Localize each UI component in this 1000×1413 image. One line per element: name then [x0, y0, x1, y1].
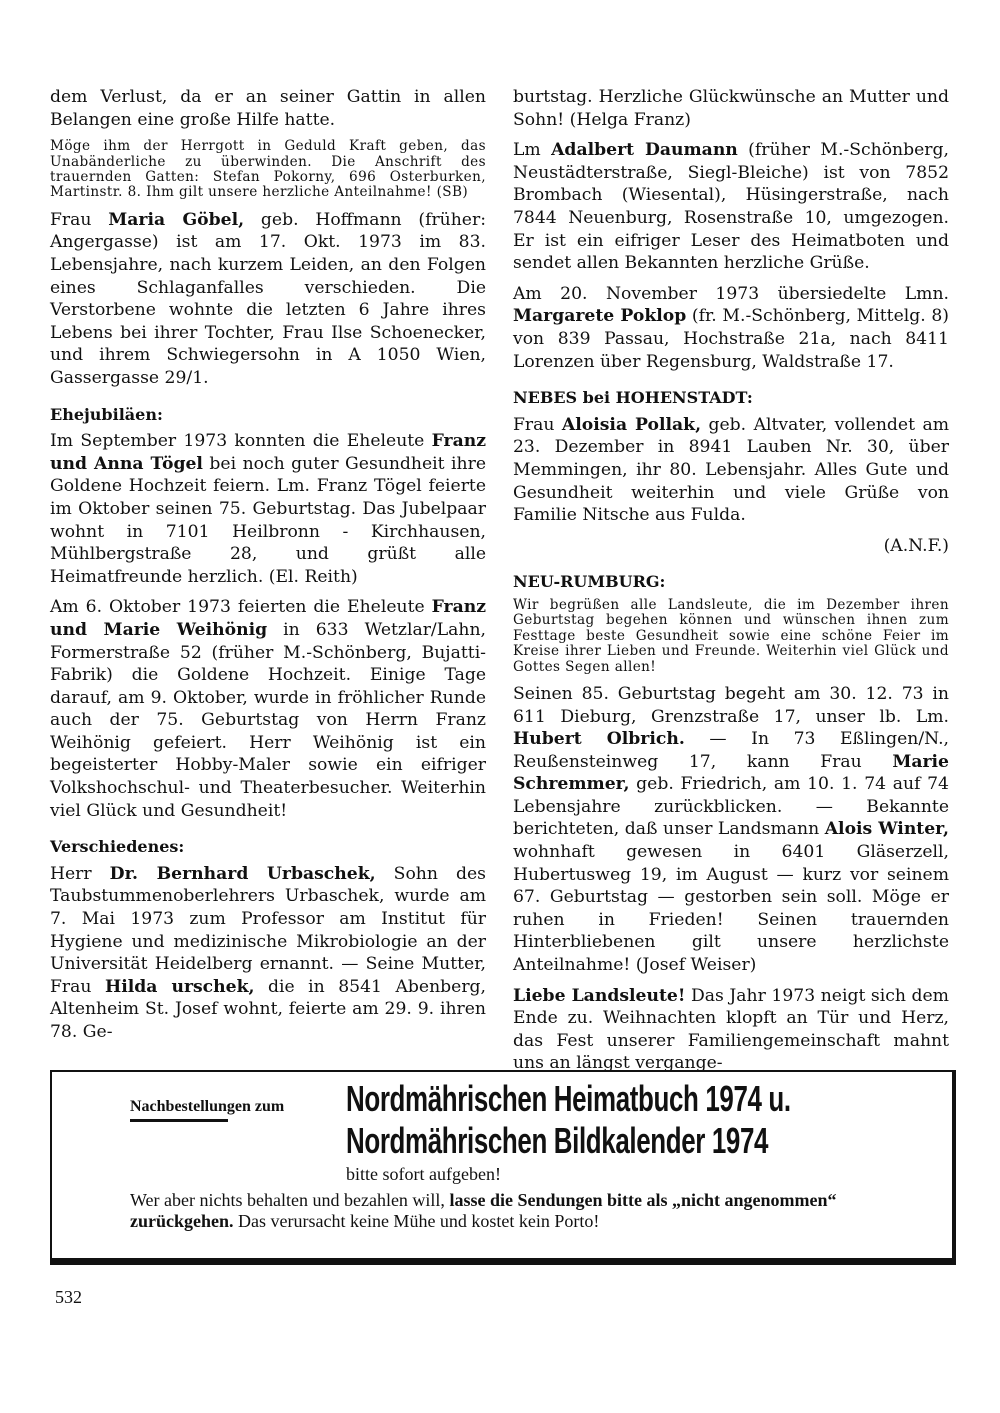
text-run: Möge ihm der Herrgott in Geduld Kraft geben, das Unabänderliche zu überwinden. Die Anschrift des trauernden Gatten: Stefan Pokorny, 696 Osterburken, Martinstr. 8. Ihm gilt unsere herzliche Anteilnahme! (SB) [50, 138, 486, 201]
bold-text: Alois Winter, [824, 819, 949, 840]
bold-text: Adalbert Daumann [551, 140, 738, 161]
paragraph [513, 535, 949, 558]
text-run: Lm [513, 140, 552, 161]
text-run: Im September 1973 konnten die Eheleute [50, 431, 432, 452]
right-column [513, 86, 949, 1083]
text-run: Frau [513, 414, 562, 435]
paragraph [50, 863, 486, 1044]
paragraph [513, 283, 949, 373]
small-print-paragraph [513, 598, 949, 675]
section-heading [50, 404, 486, 427]
bold-text: Liebe Landsleute! [513, 985, 686, 1006]
ad-title-line-2: Nordmährischen Bildkalender 1974 [346, 1120, 769, 1161]
paragraph [50, 209, 486, 390]
paragraph [513, 86, 949, 131]
ad-title-line-1: Nordmährischen Heimatbuch 1974 u. [346, 1078, 791, 1119]
paragraph [513, 985, 949, 1075]
text-run: (fr. M.-Schönberg, Mittelg. 8) von 839 Passau, Hochstraße 21a, nach 8411 Lorenzen über Regensburg, Waldstraße 17. [513, 306, 949, 372]
paragraph [50, 86, 486, 131]
text-run: Am 20. November 1973 übersiedelte Lmn. [513, 283, 949, 304]
text-run: Verschiedenes: [50, 837, 185, 857]
text-run: Sohn des Taubstummenoberlehrers Urbaschek, wurde am 7. Mai 1973 zum Professor am Institut für Hygiene und medizinische Mikrobiologie an der Universität Heidelberg ernannt. — Seine Mutter, Frau [50, 863, 487, 997]
bold-text: Maria Göbel, [108, 209, 245, 230]
bold-text: Dr. Bernhard Urbaschek, [109, 863, 376, 884]
paragraph [513, 139, 949, 275]
paragraph [513, 683, 949, 977]
text-run: wohnhaft gewesen in 6401 Gläserzell, Hubertusweg 19, im August — kurz vor seinem 67. Geburtstag — gestorben sein soll. Möge er ruhen in Frieden! Seinen trauernden Hinterbliebenen gilt unsere herzlichste Anteilnahme! (Josef Weiser) [513, 842, 949, 976]
section-heading [50, 836, 486, 859]
ad-subtitle: bitte sofort aufgeben! [346, 1164, 501, 1184]
ad-body [130, 1190, 890, 1232]
advertisement-box [50, 1070, 956, 1265]
bold-text: Hilda urschek, [104, 976, 255, 997]
text-run: Seinen 85. Geburtstag begeht am 30. 12. 73 in 611 Dieburg, Grenzstraße 17, unser lb. Lm. [513, 683, 949, 727]
text-run: (früher M.-Schönberg, Neustädterstraße, Siegl-Bleiche) ist von 7852 Brombach (Wiesental), Hüsingerstraße, nach 7844 Neuenburg, Rosenstraße 10, umgezogen. Er ist ein eifriger Leser des Heimatboten und sendet allen Bekannten herzliche Grüße. [513, 140, 949, 274]
paragraph [50, 596, 486, 822]
text-run: Das verursacht keine Mühe und kostet kein Porto! [233, 1211, 600, 1231]
paragraph [50, 430, 486, 588]
bold-text: Franz und Anna Tögel [50, 431, 486, 474]
text-run: — In 73 Eßlingen/N., Reußensteinweg 17, kann Frau [513, 729, 950, 772]
text-run: in 633 Wetzlar/Lahn, Formerstraße 52 (früher M.-Schönberg, Bujatti-Fabrik) die Goldene Hochzeit. Einige Tage darauf, am 9. Oktober, wurde in fröhlicher Runde auch der 75. Geburtstag von Herrn Franz Weihönig gefeiert. Herr Weihönig ist ein begeisterter Hobby-Maler sowie ein eifriger Volkshochschul- und Theaterbesucher. Weiterhin viel Glück und Gesundheit! [50, 619, 486, 821]
text-run: Frau [50, 209, 109, 230]
text-run: (A.N.F.) [883, 535, 949, 556]
text-run: Am 6. Oktober 1973 feierten die Eheleute [50, 597, 432, 618]
text-run: NEBES bei HOHENSTADT: [513, 388, 753, 408]
ad-prefix: Nachbestellungen zum [130, 1098, 285, 1115]
text-run: die in 8541 Abenberg, Altenheim St. Josef wohnt, feierte am 29. 9. ihren 78. Ge- [50, 976, 486, 1042]
page-number: 532 [55, 1287, 82, 1307]
text-run: Wir begrüßen alle Landsleute, die im Dezember ihren Geburtstag begehen können und wünschen ihnen zum Festtage beste Gesundheit sowie eine schöne Feier im Kreise ihrer Lieben und Freunde. Weiterhin viel Glück und Gottes Segen allen! [513, 596, 949, 675]
bold-text: Aloisia Pollak, [561, 414, 702, 435]
text-run: Herr [50, 863, 110, 884]
text-run: burtstag. Herzliche Glückwünsche an Mutter und Sohn! (Helga Franz) [513, 87, 949, 130]
text-run: Ehejubiläen: [50, 404, 163, 424]
bold-text: Franz und Marie Weihönig [50, 597, 486, 640]
bold-text: Hubert Olbrich. [513, 729, 685, 750]
text-run: bei noch guter Gesundheit ihre Goldene Hochzeit feiern. Lm. Franz Tögel feierte im Oktober seinen 75. Geburtstag. Das Jubelpaar wohnt in 7101 Heilbronn - Kirchhausen, Mühlbergstraße 28, und grüßt alle Heimatfreunde herzlich. (El. Reith) [50, 453, 486, 587]
left-column [50, 86, 486, 1052]
text-run: NEU-RUMBURG: [513, 572, 666, 592]
text-run: geb. Hoffmann (früher: Angergasse) ist am 17. Okt. 1973 im 83. Lebensjahre, nach kurzem Leiden, an den Folgen eines Schlaganfalles verschieden. Die Verstorbene wohnte die letzten 6 Jahre ihres Lebens bei ihrer Tochter, Frau Ilse Schoenecker, und ihrem Schwiegersohn in A 1050 Wien, Gassergasse 29/1. [50, 209, 486, 388]
bold-text: lasse die Sendungen bitte als „nicht angenommen“ zurückgehen. [130, 1190, 837, 1231]
ad-underline [130, 1119, 228, 1122]
text-run: Wer aber nichts behalten und bezahlen will, [130, 1190, 450, 1210]
small-print-paragraph [50, 139, 486, 201]
text-run: Das Jahr 1973 neigt sich dem Ende zu. Weihnachten klopft an Tür und Herz, das Fest unserer Familiengemeinschaft mahnt uns an längst vergange- [513, 985, 949, 1074]
bold-text: Marie Schremmer, [513, 751, 949, 795]
bold-text: Margarete Poklop [513, 306, 687, 327]
text-run: geb. Friedrich, am 10. 1. 74 auf 74 Lebensjahre zurückblicken. — Bekannte berichteten, daß unser Landsmann [513, 774, 949, 840]
paragraph [513, 414, 949, 527]
text-run: dem Verlust, da er an seiner Gattin in allen Belangen eine große Hilfe hatte. [50, 87, 486, 130]
section-heading [513, 387, 949, 410]
text-run: geb. Altvater, vollendet am 23. Dezember in 8941 Lauben Nr. 30, über Memmingen, ihr 80. Lebensjahr. Alles Gute und Gesundheit weiterhin und viele Grüße von Familie Nitsche aus Fulda. [513, 414, 949, 526]
section-heading [513, 571, 949, 594]
